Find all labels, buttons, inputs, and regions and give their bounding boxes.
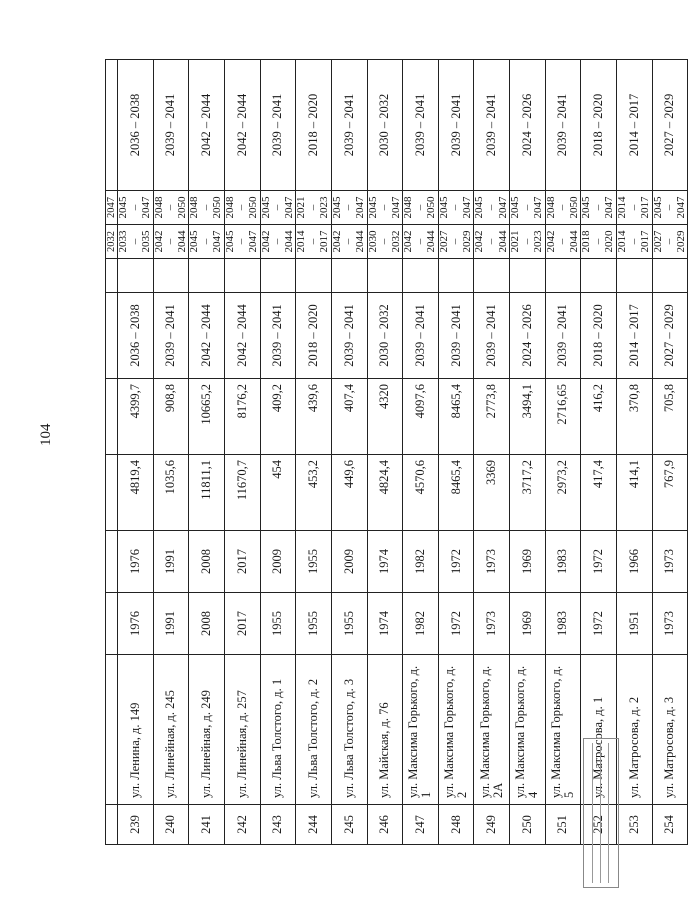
- empty-cell: [224, 259, 260, 293]
- period-cell-b: 2045 – 2047: [367, 191, 403, 225]
- year-built-cell: 1991: [153, 593, 189, 655]
- living-area-cell: 407,4: [331, 379, 367, 455]
- total-area-cell: 767,9: [652, 455, 688, 531]
- header-cell-col7: 2032: [106, 225, 118, 259]
- address-cell: ул. Льва Толстого, д. 2: [296, 655, 332, 805]
- living-area-cell: 439,6: [296, 379, 332, 455]
- address-cell: ул. Линейная, д. 249: [189, 655, 225, 805]
- year-commissioned-cell: 1973: [474, 531, 510, 593]
- year-commissioned-cell: 1969: [510, 531, 546, 593]
- address-cell: ул. Майская, д. 76: [367, 655, 403, 805]
- address-cell: ул. Льва Толстого, д. 1: [260, 655, 296, 805]
- repair-period-cell: 2042 – 2044: [189, 293, 225, 379]
- total-area-cell: 417,4: [581, 455, 617, 531]
- year-built-cell: 1973: [652, 593, 688, 655]
- table-row: [581, 60, 617, 845]
- table-row: [189, 60, 225, 845]
- row-number: 250: [510, 805, 546, 845]
- table-row: [474, 60, 510, 845]
- row-number: 247: [403, 805, 439, 845]
- repair-period-cell-2: 2014 – 2017: [616, 60, 652, 191]
- year-built-cell: 1955: [260, 593, 296, 655]
- year-commissioned-cell: 2009: [331, 531, 367, 593]
- table-row: [545, 60, 581, 845]
- living-area-cell: 3494,1: [510, 379, 546, 455]
- living-area-cell: 705,8: [652, 379, 688, 455]
- living-area-cell: 370,8: [616, 379, 652, 455]
- year-commissioned-cell: 1983: [545, 531, 581, 593]
- table-row: [367, 60, 403, 845]
- living-area-cell: 8465,4: [438, 379, 474, 455]
- repair-period-cell-2: 2042 – 2044: [189, 60, 225, 191]
- period-cell-b: 2014 – 2017: [616, 191, 652, 225]
- registration-stamp: [583, 738, 619, 888]
- year-commissioned-cell: 1974: [367, 531, 403, 593]
- row-number: 241: [189, 805, 225, 845]
- repair-period-cell: 2039 – 2041: [260, 293, 296, 379]
- period-cell-b: 2045 – 2047: [331, 191, 367, 225]
- total-area-cell: 3717,2: [510, 455, 546, 531]
- repair-period-cell-2: 2039 – 2041: [403, 60, 439, 191]
- repair-period-cell: 2027 – 2029: [652, 293, 688, 379]
- total-area-cell: 4824,4: [367, 455, 403, 531]
- year-commissioned-cell: 1972: [438, 531, 474, 593]
- period-cell-b: 2045 – 2047: [652, 191, 688, 225]
- repair-period-cell-2: 2039 – 2041: [331, 60, 367, 191]
- total-area-cell: 454: [260, 455, 296, 531]
- year-built-cell: 1972: [438, 593, 474, 655]
- year-commissioned-cell: 1966: [616, 531, 652, 593]
- living-area-cell: 4097,6: [403, 379, 439, 455]
- period-cell-b: 2048 – 2050: [189, 191, 225, 225]
- repair-period-cell-2: 2018 – 2020: [296, 60, 332, 191]
- empty-cell: [616, 259, 652, 293]
- total-area-cell: 414,1: [616, 455, 652, 531]
- address-cell: ул. Матросова, д. 2: [616, 655, 652, 805]
- empty-cell: [296, 259, 332, 293]
- row-number: 251: [545, 805, 581, 845]
- repair-period-cell: 2024 – 2026: [510, 293, 546, 379]
- year-built-cell: 1976: [118, 593, 154, 655]
- year-commissioned-cell: 2009: [260, 531, 296, 593]
- address-cell: ул. Максима Горького, д. 1: [403, 655, 439, 805]
- year-built-cell: 1951: [616, 593, 652, 655]
- row-number: 243: [260, 805, 296, 845]
- period-cell-a: 2045 – 2047: [224, 225, 260, 259]
- repair-period-cell-2: 2039 – 2041: [474, 60, 510, 191]
- period-cell-b: 2045 – 2047: [438, 191, 474, 225]
- period-cell-a: 2033 – 2035: [118, 225, 154, 259]
- repair-period-cell: 2036 – 2038: [118, 293, 154, 379]
- address-cell: ул. Максима Горького, д. 4: [510, 655, 546, 805]
- year-built-cell: 1974: [367, 593, 403, 655]
- living-area-cell: 4320: [367, 379, 403, 455]
- living-area-cell: 2716,65: [545, 379, 581, 455]
- row-number: 245: [331, 805, 367, 845]
- header-cell: [106, 531, 118, 593]
- table-row: [510, 60, 546, 845]
- year-built-cell: 1972: [581, 593, 617, 655]
- year-built-cell: 1969: [510, 593, 546, 655]
- repair-period-cell-2: 2030 – 2032: [367, 60, 403, 191]
- table-row: [224, 60, 260, 845]
- empty-cell: [474, 259, 510, 293]
- repair-period-cell: 2030 – 2032: [367, 293, 403, 379]
- year-built-cell: 1983: [545, 593, 581, 655]
- repair-period-cell-2: 2036 – 2038: [118, 60, 154, 191]
- period-cell-a: 2021 – 2023: [510, 225, 546, 259]
- table-row: [153, 60, 189, 845]
- period-cell-b: 2045 – 2047: [474, 191, 510, 225]
- period-cell-b: 2048 – 2050: [545, 191, 581, 225]
- address-cell: ул. Матросова, д. 3: [652, 655, 688, 805]
- address-cell: ул. Максима Горького, д. 5: [545, 655, 581, 805]
- table-row: [260, 60, 296, 845]
- year-commissioned-cell: 2017: [224, 531, 260, 593]
- repair-period-cell-2: 2039 – 2041: [153, 60, 189, 191]
- period-cell-a: 2027 – 2029: [438, 225, 474, 259]
- total-area-cell: 449,6: [331, 455, 367, 531]
- empty-cell: [545, 259, 581, 293]
- row-number: 246: [367, 805, 403, 845]
- address-cell: ул. Ленина, д. 149: [118, 655, 154, 805]
- empty-cell: [189, 259, 225, 293]
- year-built-cell: 1973: [474, 593, 510, 655]
- table-row: [331, 60, 367, 845]
- row-number: 253: [616, 805, 652, 845]
- period-cell-a: 2042 – 2044: [260, 225, 296, 259]
- living-area-cell: 10665,2: [189, 379, 225, 455]
- row-number: 240: [153, 805, 189, 845]
- table-row: [118, 60, 154, 845]
- repair-period-cell-2: 2039 – 2041: [260, 60, 296, 191]
- row-number: 254: [652, 805, 688, 845]
- period-cell-a: 2042 – 2044: [403, 225, 439, 259]
- address-cell: ул. Линейная, д. 245: [153, 655, 189, 805]
- total-area-cell: 11811,1: [189, 455, 225, 531]
- year-built-cell: 1955: [296, 593, 332, 655]
- address-cell: ул. Линейная, д. 257: [224, 655, 260, 805]
- repair-period-cell: 2018 – 2020: [296, 293, 332, 379]
- period-cell-a: 2027 – 2029: [652, 225, 688, 259]
- table-body: [106, 60, 688, 845]
- period-cell-a: 2018 – 2020: [581, 225, 617, 259]
- year-commissioned-cell: 1955: [296, 531, 332, 593]
- period-cell-a: 2042 – 2044: [153, 225, 189, 259]
- period-cell-b: 2045 – 2047: [510, 191, 546, 225]
- year-commissioned-cell: 1982: [403, 531, 439, 593]
- period-cell-a: 2014 – 2017: [616, 225, 652, 259]
- header-cell: [106, 259, 118, 293]
- repair-period-cell: 2039 – 2041: [331, 293, 367, 379]
- address-cell: ул. Льва Толстого, д. 3: [331, 655, 367, 805]
- year-commissioned-cell: 1973: [652, 531, 688, 593]
- address-cell: ул. Матросова, д. 1: [581, 655, 617, 805]
- repair-period-cell: 2039 – 2041: [545, 293, 581, 379]
- living-area-cell: 908,8: [153, 379, 189, 455]
- period-cell-a: 2030 – 2032: [367, 225, 403, 259]
- header-cell: [106, 293, 118, 379]
- year-built-cell: 2017: [224, 593, 260, 655]
- living-area-cell: 2773,8: [474, 379, 510, 455]
- table-row: [616, 60, 652, 845]
- header-cell: [106, 379, 118, 455]
- living-area-cell: 4399,7: [118, 379, 154, 455]
- empty-cell: [438, 259, 474, 293]
- year-built-cell: 1955: [331, 593, 367, 655]
- year-commissioned-cell: 1991: [153, 531, 189, 593]
- empty-cell: [403, 259, 439, 293]
- total-area-cell: 8465,4: [438, 455, 474, 531]
- address-cell: ул. Максима Горького, д. 2: [438, 655, 474, 805]
- repair-period-cell: 2039 – 2041: [153, 293, 189, 379]
- period-cell-b: 2048 – 2050: [403, 191, 439, 225]
- repair-period-cell: 2014 – 2017: [616, 293, 652, 379]
- total-area-cell: 4819,4: [118, 455, 154, 531]
- header-cell: [106, 805, 118, 845]
- period-cell-b: 2045 – 2047: [260, 191, 296, 225]
- year-built-cell: 2008: [189, 593, 225, 655]
- period-cell-a: 2042 – 2044: [545, 225, 581, 259]
- empty-cell: [581, 259, 617, 293]
- total-area-cell: 1035,6: [153, 455, 189, 531]
- row-number: 244: [296, 805, 332, 845]
- year-commissioned-cell: 1976: [118, 531, 154, 593]
- repair-period-cell-2: 2018 – 2020: [581, 60, 617, 191]
- header-cell: [106, 455, 118, 531]
- header-cell: [106, 655, 118, 805]
- repair-period-cell: 2039 – 2041: [474, 293, 510, 379]
- total-area-cell: 4570,6: [403, 455, 439, 531]
- period-cell-a: 2042 – 2044: [331, 225, 367, 259]
- repair-period-cell: 2042 – 2044: [224, 293, 260, 379]
- period-cell-b: 2045 – 2047: [581, 191, 617, 225]
- period-cell-a: 2014 – 2017: [296, 225, 332, 259]
- empty-cell: [118, 259, 154, 293]
- header-fragment-row: [106, 60, 118, 845]
- header-cell-col8: 2047: [106, 191, 118, 225]
- table-row: [296, 60, 332, 845]
- table-row: [403, 60, 439, 845]
- empty-cell: [367, 259, 403, 293]
- empty-cell: [153, 259, 189, 293]
- living-area-cell: 409,2: [260, 379, 296, 455]
- total-area-cell: 2973,2: [545, 455, 581, 531]
- table-row: [438, 60, 474, 845]
- repair-period-cell-2: 2042 – 2044: [224, 60, 260, 191]
- header-cell: [106, 593, 118, 655]
- period-cell-b: 2021 – 2023: [296, 191, 332, 225]
- total-area-cell: 453,2: [296, 455, 332, 531]
- repair-period-cell-2: 2039 – 2041: [438, 60, 474, 191]
- period-cell-b: 2048 – 2050: [153, 191, 189, 225]
- repair-period-cell-2: 2024 – 2026: [510, 60, 546, 191]
- period-cell-b: 2045 – 2047: [118, 191, 154, 225]
- header-cell: [106, 60, 118, 191]
- page-number: 104: [38, 423, 54, 446]
- year-built-cell: 1982: [403, 593, 439, 655]
- repair-period-cell-2: 2039 – 2041: [545, 60, 581, 191]
- repair-period-cell: 2018 – 2020: [581, 293, 617, 379]
- period-cell-b: 2048 – 2050: [224, 191, 260, 225]
- period-cell-a: 2045 – 2047: [189, 225, 225, 259]
- row-number: 252: [581, 805, 617, 845]
- living-area-cell: 8176,2: [224, 379, 260, 455]
- empty-cell: [652, 259, 688, 293]
- empty-cell: [510, 259, 546, 293]
- repair-period-cell: 2039 – 2041: [438, 293, 474, 379]
- schedule-table-rotated: [105, 60, 687, 845]
- row-number: 248: [438, 805, 474, 845]
- address-cell: ул. Максима Горького, д. 2А: [474, 655, 510, 805]
- period-cell-a: 2042 – 2044: [474, 225, 510, 259]
- year-commissioned-cell: 2008: [189, 531, 225, 593]
- table-row: [652, 60, 688, 845]
- row-number: 239: [118, 805, 154, 845]
- repair-period-cell: 2039 – 2041: [403, 293, 439, 379]
- total-area-cell: 3369: [474, 455, 510, 531]
- living-area-cell: 416,2: [581, 379, 617, 455]
- empty-cell: [260, 259, 296, 293]
- row-number: 249: [474, 805, 510, 845]
- empty-cell: [331, 259, 367, 293]
- total-area-cell: 11670,7: [224, 455, 260, 531]
- year-commissioned-cell: 1972: [581, 531, 617, 593]
- schedule-table: [105, 59, 688, 845]
- repair-period-cell-2: 2027 – 2029: [652, 60, 688, 191]
- row-number: 242: [224, 805, 260, 845]
